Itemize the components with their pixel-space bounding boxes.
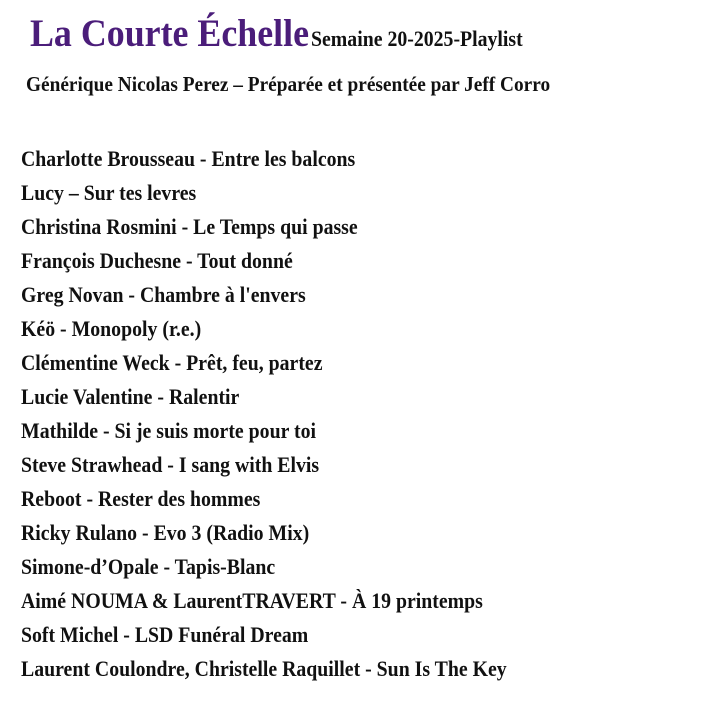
playlist-item: Kéö - Monopoly (r.e.)	[21, 316, 202, 341]
playlist-item: Greg Novan - Chambre à l'envers	[21, 282, 306, 307]
playlist-item: François Duchesne - Tout donné	[21, 248, 293, 273]
playlist-item: Simone-d’Opale - Tapis-Blanc	[21, 554, 276, 579]
week-label: Semaine 20-2025-Playlist	[311, 26, 524, 51]
playlist-item: Reboot - Rester des hommes	[21, 486, 261, 511]
credits-line: Générique Nicolas Perez – Préparée et présentée par Jeff Corro	[26, 72, 551, 96]
playlist-item: Lucy – Sur tes levres	[21, 180, 197, 205]
playlist-item: Laurent Coulondre, Christelle Raquillet - Sun Is The Key	[21, 656, 507, 681]
playlist-item: Ricky Rulano - Evo 3 (Radio Mix)	[21, 520, 310, 545]
playlist-item: Aimé NOUMA & LaurentTRAVERT - À 19 printemps	[21, 588, 483, 613]
playlist-item: Christina Rosmini - Le Temps qui passe	[21, 214, 358, 239]
title-line	[30, 14, 700, 64]
playlist	[21, 144, 561, 688]
show-title: La Courte Échelle	[30, 12, 310, 55]
playlist-item: Lucie Valentine - Ralentir	[21, 384, 240, 409]
playlist-item: Charlotte Brousseau - Entre les balcons	[21, 146, 356, 171]
playlist-item: Soft Michel - LSD Funéral Dream	[21, 622, 309, 647]
playlist-header	[26, 12, 700, 97]
playlist-item: Clémentine Weck - Prêt, feu, partez	[21, 350, 323, 375]
playlist-item: Mathilde - Si je suis morte pour toi	[21, 418, 316, 443]
playlist-item: Steve Strawhead - I sang with Elvis	[21, 452, 320, 477]
